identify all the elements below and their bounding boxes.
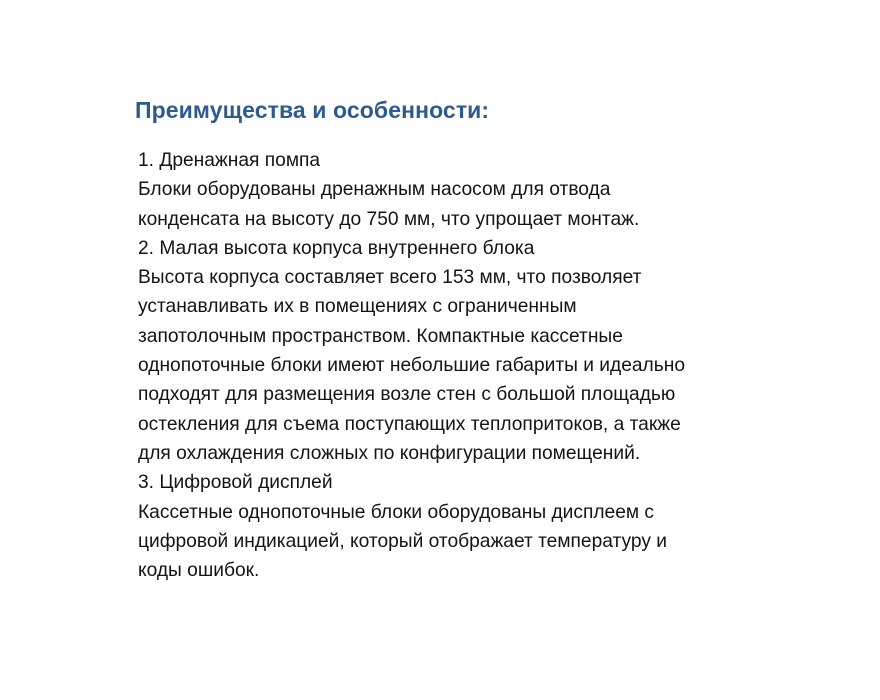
feature-1-text-line: конденсата на высоту до 750 мм, что упрощает монтаж. — [138, 208, 640, 230]
feature-2-text-line: запотолочным пространством. Компактные кассетные — [138, 325, 623, 347]
feature-2-text-line: устанавливать их в помещениях с ограниченным — [138, 296, 577, 318]
feature-2-text-line: Высота корпуса составляет всего 153 мм, что позволяет — [138, 267, 642, 289]
feature-1-title: 1. Дренажная помпа — [138, 150, 321, 171]
features-text — [138, 146, 798, 585]
feature-2-text-line: для охлаждения сложных по конфигурации помещений. — [138, 442, 641, 464]
feature-2-text-line: подходят для размещения возле стен с большой площадью — [138, 384, 676, 406]
feature-3-text-line: коды ошибок. — [138, 560, 260, 582]
feature-3-text-line: цифровой индикацией, который отображает температуру и — [138, 530, 668, 552]
feature-2-text-line: однопоточные блоки имеют небольшие габариты и идеально — [138, 355, 686, 377]
feature-2-text-line: остекления для съема поступающих теплопритоков, а также — [138, 413, 681, 435]
feature-2-title: 2. Малая высота корпуса внутреннего блока — [138, 237, 535, 259]
feature-3-title: 3. Цифровой дисплей — [138, 472, 333, 494]
feature-3-text-line: Кассетные однопоточные блоки оборудованы дисплеем с — [138, 501, 654, 523]
section-heading: Преимущества и особенности: — [135, 97, 490, 123]
feature-1-text-line: Блоки оборудованы дренажным насосом для отвода — [138, 179, 611, 201]
